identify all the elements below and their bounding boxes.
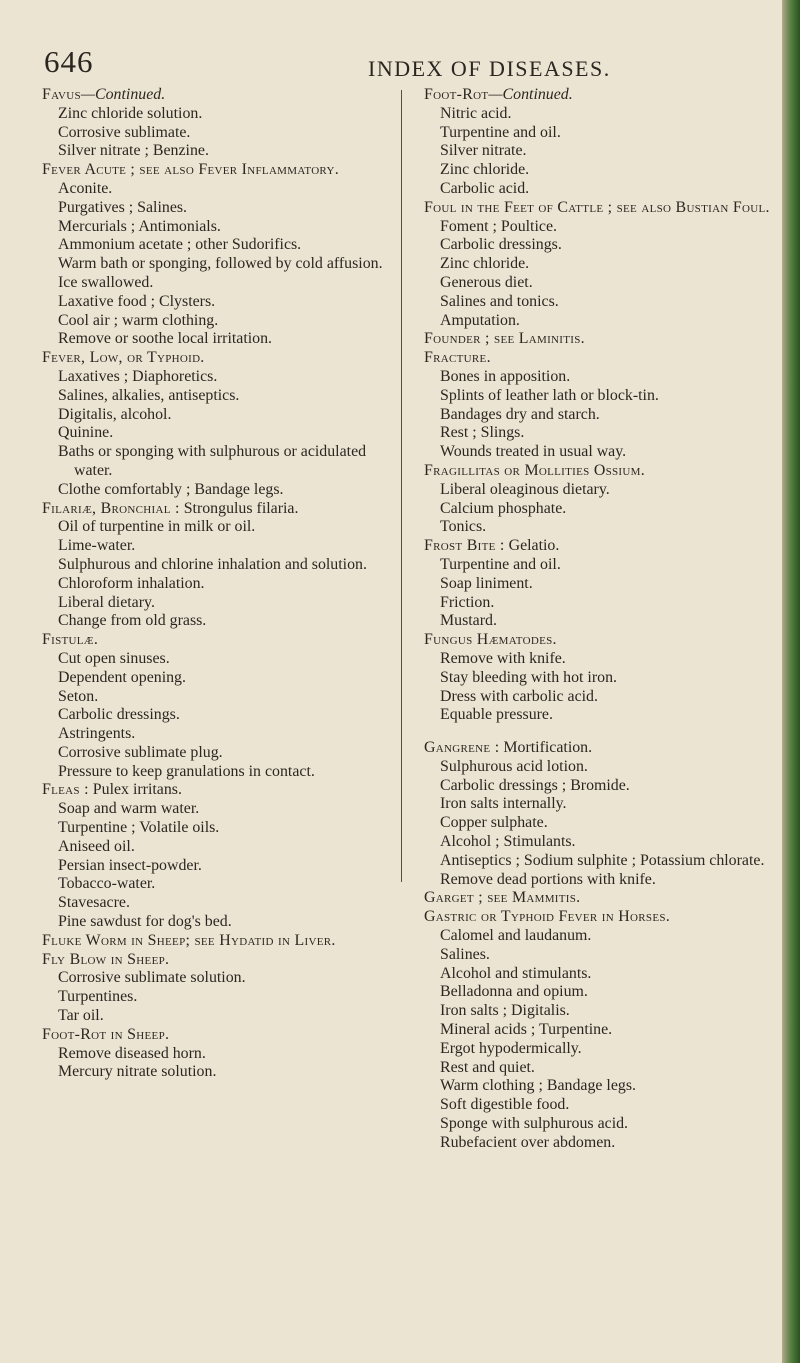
treatment-line: Clothe comfortably ; Bandage legs. <box>58 480 284 498</box>
treatment-line: Wounds treated in usual way. <box>440 443 627 461</box>
treatment-line: Soap and warm water. <box>58 800 200 818</box>
entry-suffix: Strongulus filaria. <box>179 499 299 517</box>
treatment-line: Sponge with sulphurous acid. <box>440 1115 629 1133</box>
treatment-line: Bandages dry and starch. <box>440 405 600 423</box>
index-entry <box>424 86 779 105</box>
treatment-line: Chloroform inhalation. <box>58 574 205 592</box>
treatment-line: Change from old grass. <box>58 612 207 630</box>
treatment-line: Mineral acids ; Turpentine. <box>440 1021 613 1039</box>
treatment-line: Calcium phosphate. <box>440 499 567 517</box>
treatment-line: Stavesacre. <box>58 894 130 912</box>
treatment-line: Lime-water. <box>58 537 136 555</box>
treatment-line: Tar oil. <box>58 1007 104 1025</box>
treatment-line: Remove diseased horn. <box>58 1044 206 1062</box>
treatment-line: Amputation. <box>440 311 520 329</box>
treatment-line: Turpentine and oil. <box>440 555 561 573</box>
treatment-line: Corrosive sublimate solution. <box>58 969 246 987</box>
treatment-line: Salines, alkalies, antiseptics. <box>58 386 240 404</box>
treatment-line: Warm bath or sponging, followed by cold affusion. <box>58 255 383 273</box>
entry-heading: Foot-Rot <box>424 86 489 103</box>
index-entry <box>42 932 387 951</box>
treatment-line: Carbolic acid. <box>440 179 530 197</box>
column-divider <box>401 90 402 882</box>
treatment-line: Iron salts internally. <box>440 795 567 813</box>
treatment-line: Equable pressure. <box>440 706 553 724</box>
entry-heading: Fever, Low, or Typhoid. <box>42 349 205 367</box>
treatment-line: Turpentines. <box>58 988 138 1006</box>
entry-heading: Fungus Hæmatodes. <box>424 631 557 649</box>
treatment-line: Quinine. <box>58 424 114 442</box>
treatment-line: Mustard. <box>440 612 497 630</box>
treatment-line: Bones in apposition. <box>440 367 571 385</box>
treatment-line: Ammonium acetate ; other Sudorifics. <box>58 236 302 254</box>
treatment-line: Sulphurous and chlorine inhalation and solution. <box>58 555 367 573</box>
treatment-line: Generous diet. <box>440 273 533 291</box>
treatment-line: Persian insect-powder. <box>58 856 202 874</box>
entry-heading: Fleas : <box>42 781 89 799</box>
entry-heading: Fluke Worm in Sheep; <box>42 931 191 949</box>
treatment-line: Remove dead portions with knife. <box>440 870 656 888</box>
left-column <box>42 86 387 1082</box>
page-number: 646 <box>44 44 94 79</box>
treatment-line: Laxative food ; Clysters. <box>58 292 216 310</box>
treatment-line: Stay bleeding with hot iron. <box>440 668 617 686</box>
treatment-line: Soap liniment. <box>440 574 533 592</box>
index-entry <box>424 537 779 556</box>
treatment-line: Pressure to keep granulations in contact. <box>58 762 315 780</box>
treatment-line: Oil of turpentine in milk or oil. <box>58 518 256 536</box>
index-entry <box>42 500 387 519</box>
index-entry <box>42 161 387 180</box>
treatment-line: Zinc chloride solution. <box>58 104 203 122</box>
entry-suffix: see Mammitis. <box>482 889 581 907</box>
treatment-line: Aconite. <box>58 179 113 197</box>
page-edge <box>782 0 800 1363</box>
index-entry <box>42 781 387 800</box>
treatment-line: Tobacco-water. <box>58 875 156 893</box>
treatment-line: Corrosive sublimate. <box>58 123 191 141</box>
treatment-line: Cool air ; warm clothing. <box>58 311 219 329</box>
treatment-line: Carbolic dressings ; Bromide. <box>440 776 630 794</box>
index-entry <box>424 330 779 349</box>
entry-suffix: see Laminitis. <box>489 330 585 348</box>
treatment-line: Liberal oleaginous dietary. <box>440 480 610 498</box>
treatment-line: Rubefacient over abdomen. <box>440 1133 616 1151</box>
index-entry <box>42 349 387 368</box>
treatment-line: Liberal dietary. <box>58 593 155 611</box>
treatment-line: Soft digestible food. <box>440 1096 570 1114</box>
entry-suffix: see also Fever Inflammatory. <box>135 161 339 179</box>
treatment-line: Corrosive sublimate plug. <box>58 743 223 761</box>
entry-heading: Filariæ, Bronchial : <box>42 499 180 517</box>
treatment-line: Remove with knife. <box>440 649 566 667</box>
entry-suffix: see also Bustian Foul. <box>612 198 770 216</box>
treatment-line: Astringents. <box>58 725 136 743</box>
treatment-line: Carbolic dressings. <box>58 706 180 724</box>
index-entry <box>424 199 779 218</box>
index-entry <box>424 908 779 927</box>
treatment-line: Baths or sponging with sulphurous or acidulated water. <box>58 443 367 479</box>
treatment-line: Sulphurous acid lotion. <box>440 757 588 775</box>
treatment-line: Alcohol ; Stimulants. <box>440 833 576 851</box>
treatment-line: Calomel and laudanum. <box>440 927 592 945</box>
treatment-line: Zinc chloride. <box>440 161 530 179</box>
entry-heading: Frost Bite : <box>424 537 505 555</box>
treatment-line: Friction. <box>440 593 495 611</box>
entry-heading: Gangrene : <box>424 739 500 757</box>
treatment-line: Rest ; Slings. <box>440 424 525 442</box>
treatment-line: Nitric acid. <box>440 104 512 122</box>
treatment-line: Dependent opening. <box>58 668 186 686</box>
index-entry <box>424 462 779 481</box>
treatment-line: Alcohol and stimulants. <box>440 964 592 982</box>
treatment-line: Ice swallowed. <box>58 273 154 291</box>
entry-heading: Favus <box>42 86 81 103</box>
treatment-line: Mercurials ; Antimonials. <box>58 217 221 235</box>
treatment-line: Remove or soothe local irritation. <box>58 330 273 348</box>
index-entry <box>42 1026 387 1045</box>
right-column <box>424 86 779 1153</box>
entry-heading: Fever Acute ; <box>42 161 136 179</box>
treatment-line: Pine sawdust for dog's bed. <box>58 913 232 931</box>
treatment-line: Dress with carbolic acid. <box>440 687 598 705</box>
index-entry <box>424 739 779 758</box>
entry-suffix: Pulex irritans. <box>88 781 182 799</box>
entry-heading: Foot-Rot in Sheep. <box>42 1025 170 1043</box>
treatment-line: Iron salts ; Digitalis. <box>440 1002 570 1020</box>
entry-suffix: see Hydatid in Liver. <box>190 931 336 949</box>
treatment-line: Foment ; Poultice. <box>440 217 557 235</box>
entry-suffix: Mortification. <box>499 739 593 757</box>
treatment-line: Silver nitrate. <box>440 142 527 160</box>
index-entry <box>424 889 779 908</box>
index-entry <box>42 86 387 105</box>
treatment-line: Ergot hypodermically. <box>440 1039 582 1057</box>
treatment-line: Salines. <box>440 945 490 963</box>
treatment-line: Seton. <box>58 687 99 705</box>
entry-suffix: Gelatio. <box>504 537 560 555</box>
treatment-line: Rest and quiet. <box>440 1058 535 1076</box>
entry-heading: Foul in the Feet of Cattle ; <box>424 198 613 216</box>
treatment-line: Turpentine ; Volatile oils. <box>58 819 220 837</box>
entry-heading: Gastric or Typhoid Fever in Horses. <box>424 908 671 926</box>
treatment-line: Mercury nitrate solution. <box>58 1063 217 1081</box>
treatment-line: Aniseed oil. <box>58 837 135 855</box>
treatment-line: Cut open sinuses. <box>58 649 170 667</box>
entry-heading: Fragillitas or Mollities Ossium. <box>424 461 645 479</box>
treatment-line: Warm clothing ; Bandage legs. <box>440 1077 636 1095</box>
entry-suffix: —Continued. <box>488 86 573 103</box>
treatment-line: Salines and tonics. <box>440 292 559 310</box>
treatment-line: Belladonna and opium. <box>440 983 588 1001</box>
treatment-line: Antiseptics ; Sodium sulphite ; Potassium chlorate. <box>440 851 765 869</box>
treatment-line: Digitalis, alcohol. <box>58 405 172 423</box>
treatment-line: Purgatives ; Salines. <box>58 198 188 216</box>
entry-heading: Garget ; <box>424 889 483 907</box>
treatment-line: Turpentine and oil. <box>440 123 561 141</box>
entry-heading: Founder ; <box>424 330 490 348</box>
treatment-line: Copper sulphate. <box>440 814 548 832</box>
entry-heading: Fly Blow in Sheep. <box>42 950 170 968</box>
entry-suffix: —Continued. <box>80 86 166 103</box>
index-entry <box>42 631 387 650</box>
entry-heading: Fracture. <box>424 349 491 367</box>
index-entry <box>42 951 387 970</box>
treatment-line: Zinc chloride. <box>440 255 530 273</box>
index-entry <box>424 631 779 650</box>
treatment-line: Tonics. <box>440 518 487 536</box>
treatment-line: Carbolic dressings. <box>440 236 562 254</box>
index-entry <box>424 349 779 368</box>
entry-heading: Fistulæ. <box>42 631 99 649</box>
running-head: INDEX OF DISEASES. <box>368 56 611 81</box>
treatment-line: Splints of leather lath or block-tin. <box>440 386 659 404</box>
treatment-line: Laxatives ; Diaphoretics. <box>58 367 218 385</box>
treatment-line: Silver nitrate ; Benzine. <box>58 142 209 160</box>
